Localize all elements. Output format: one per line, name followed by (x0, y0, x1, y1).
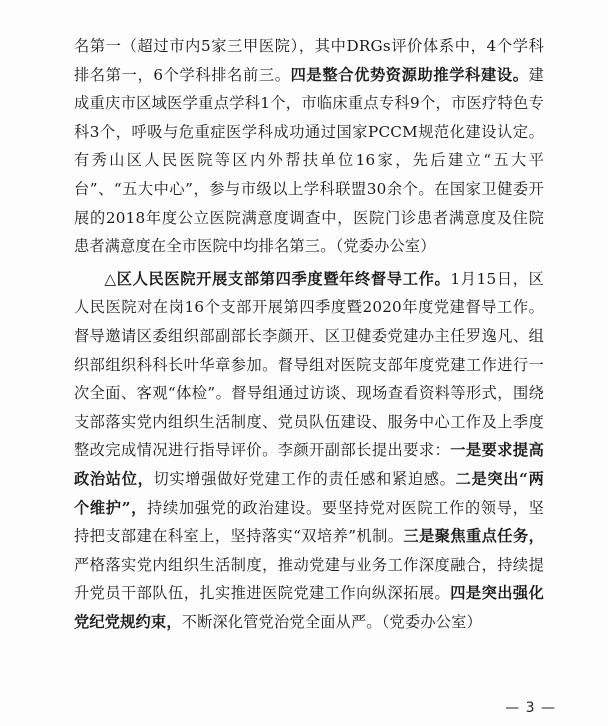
paragraph-text: 严格落实党内组织生活制度，推动党建与业务工作深度融合，持续提升党员干部队伍，扎实推进医院党建工作向纵深拓展。 (74, 555, 544, 603)
document-body (74, 32, 544, 636)
paragraph-bold-lead: 四是突出强化党纪党规约束， (74, 584, 544, 631)
paragraph-discipline-construction (74, 32, 544, 261)
paragraph-bold-lead: 三是聚焦重点任务， (403, 527, 544, 546)
paragraph-text: 名第一（超过市内5家三甲医院），其中DRGs评价体系中，4个学科排名第一，6个学科排名前三。 (74, 37, 544, 84)
paragraph-text: 持续加强党的政治建设。要坚持党对医院工作的领导，坚持把支部建在科室上，坚持落实“双培养”机制。 (74, 498, 544, 546)
news-heading: △区人民医院开展支部第四季度暨年终督导工作。 (104, 269, 451, 288)
paragraph-bold-lead: 二是突出“两个维护”， (74, 469, 545, 517)
paragraph-text: 不断深化管党治党全面从严。（党委办公室） (181, 612, 482, 631)
paragraph-party-supervision (74, 265, 544, 637)
page-number: — 3 — (505, 700, 556, 716)
paragraph-text: 切实增强做好党建工作的责任感和紧迫感。 (153, 469, 456, 488)
paragraph-bold-lead: 四是整合优势资源助推学科建设。 (290, 65, 529, 84)
paragraph-text: 建成重庆市区域医学重点学科1个，市临床重点专科9个，市医疗特色专科3个，呼吸与危重症医学科成功通过国家PCCM规范化建设认定。有秀山区人民医院等区内外帮扶单位16家，先后建立“五大平台”、“五大中心”，参与市级以上学科联盟30余个。在国家卫健委开展的2018年度公立医院满意度调查中，医院门诊患者满意度及住院患者满意度在全市医院中均排名第三。（党委办公室） (74, 65, 544, 256)
paragraph-text: 1月15日，区人民医院对在岗16个支部开展第四季度暨2020年度党建督导工作。督导邀请区委组织部副部长李颜开、区卫健委党建办主任罗逸凡、组织部组织科科长叶华章参加。督导组对医院支部年度党建工作进行一次全面、客观“体检”。督导组通过访谈、现场查看资料等形式，围绕支部落实党内组织生活制度、党员队伍建设、服务中心工作及上季度整改完成情况进行指导评价。李颜开副部长提出要求： (74, 269, 544, 460)
paragraph-bold-lead: 一是要求提高政治站位， (74, 441, 544, 488)
